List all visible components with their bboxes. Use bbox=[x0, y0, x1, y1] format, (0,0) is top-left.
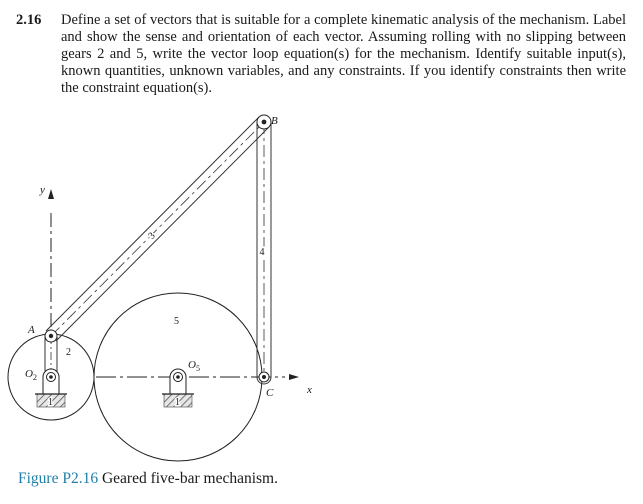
label-link-3: 3 bbox=[146, 230, 158, 242]
label-a: A bbox=[28, 324, 35, 336]
joint-c bbox=[259, 372, 269, 382]
label-o2: $O_2$ bbox=[25, 368, 37, 382]
joint-a bbox=[45, 330, 57, 342]
label-ground-1b: 1 bbox=[175, 397, 180, 408]
x-axis-arrow bbox=[289, 374, 299, 380]
link-3 bbox=[46, 117, 269, 341]
label-link-2: 2 bbox=[66, 347, 71, 358]
label-b: B bbox=[271, 115, 278, 127]
problem-number: 2.16 bbox=[16, 12, 42, 28]
problem-text: Define a set of vectors that is suitable for a complete kinematic analysis of the mechanism. Label and show the sense and orientation of each vector. Assuming rolling with no slipping between gears 2 and 5, write the vector loop equation(s) for the mechanism. Identify suitable input(s), known quantities, unknown variables, and any constraints. If you identify constraints then write the constraint equation(s). bbox=[61, 12, 626, 96]
label-ground-1a: 1 bbox=[48, 397, 53, 408]
figure-caption bbox=[18, 470, 278, 488]
label-o5: $O_5$ bbox=[188, 359, 200, 373]
label-link-4: 4 bbox=[259, 247, 265, 258]
figure-caption-label: Figure P2.16 bbox=[18, 470, 99, 487]
label-y: y bbox=[40, 184, 45, 196]
figure-caption-text: Geared five-bar mechanism. bbox=[101, 470, 278, 487]
label-gear-5: 5 bbox=[174, 316, 179, 327]
y-axis-arrow bbox=[48, 189, 54, 199]
joint-b bbox=[257, 115, 271, 129]
label-x: x bbox=[307, 384, 312, 396]
label-c: C bbox=[266, 387, 274, 399]
